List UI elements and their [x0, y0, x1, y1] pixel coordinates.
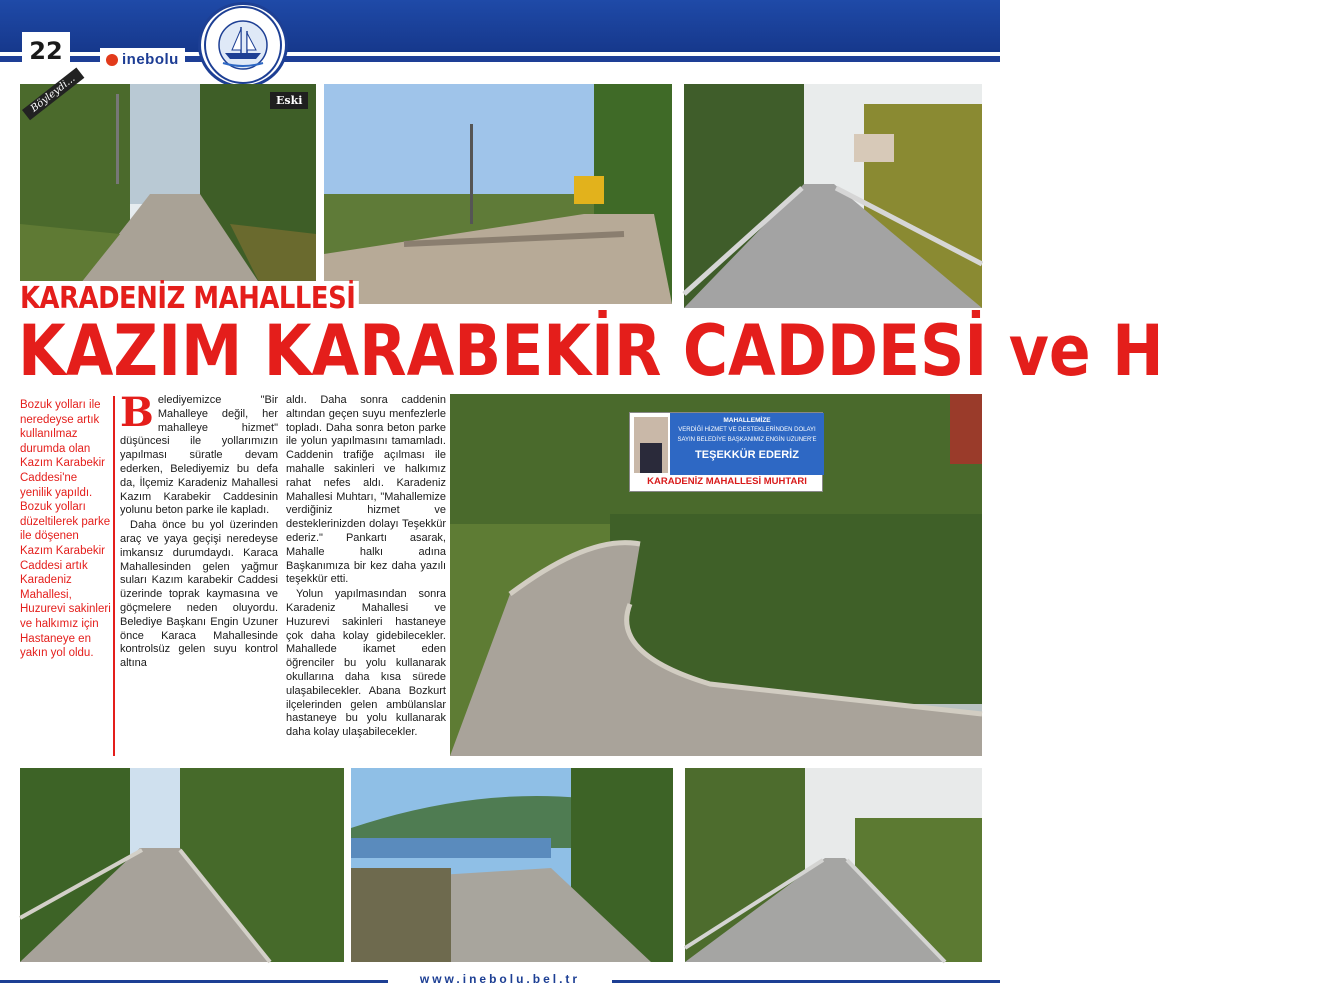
sidebar-rule [113, 396, 115, 756]
headline-kicker: KARADENİZ MAHALLESİ [20, 281, 359, 316]
footer-rule-right [612, 980, 1000, 983]
banner-line-2: VERDİĞİ HİZMET VE DESTEKLERİNDEN DOLAYI [678, 427, 816, 433]
page-number: 22 [22, 32, 70, 70]
footer-url[interactable]: www.inebolu.bel.tr [419, 972, 581, 986]
banner-line-3: SAYIN BELEDİYE BAŞKANIMIZ ENGİN UZUNER'E [677, 437, 817, 443]
article-column-2 [286, 394, 446, 741]
headline-main [18, 310, 1164, 392]
ship-seal-icon [201, 5, 285, 85]
thank-you-banner [629, 412, 823, 492]
headline-main-text: KAZIM KARABEKİR CADDESİ ve H [18, 310, 1164, 392]
brand-name: inebolu [122, 51, 179, 68]
banner-thanks: TEŞEKKÜR EDERİZ [695, 449, 799, 461]
photo-road-bottom-left [20, 768, 344, 962]
photo-road-bottom-center [351, 768, 673, 962]
article-paragraph: Daha önce bu yol üzerinden araç ve yaya geçişi neredeyse imkansız durumdaydı. Karaca Mahallesinden gelen yağmur suları Kazım karabekir Caddesi üzerinde toprak kaymasına ve göçmelere neden oluyordu. Belediye Başkanı Engin Uzuner önce Karaca Mahallesinde kontrolsüz gelen suyu kontrol altına [120, 519, 278, 670]
photo-construction [324, 84, 672, 304]
article-paragraph: Yolun yapılmasından sonra Karadeniz Mahallesi ve Huzurevi sakinleri hastaneye çok daha kolay gidebilecekler. Mahallede ikamet eden öğrenciler bu yolu kullanarak okullarına daha kısa sürede ulaşabilecekler. Abana Bozkurt ilçelerinden gelen ambülanslar hastaneye bu yolu kullanarak daha kolay ulaşabilecekler. [286, 588, 446, 739]
photo-new-road-top [684, 84, 982, 308]
header-blue-bar [0, 0, 1000, 52]
article-paragraph: aldı. Daha sonra caddenin altından geçen suyu menfezlerle topladı. Daha sonra beton parke ile yolun yapılmasını tamamladı. Caddenin trafiğe açılması ile mahalle sakinleri ve halkımız rahat nefes aldı. Karadeniz Mahallesi Muhtarı, "Mahallemize verdiğiniz hizmet ve desteklerinizden dolayı Teşekkür ederiz." Pankartı asarak, Mahalle halkı adına Başkanımıza bir kez daha yazılı teşekkür etti. [286, 394, 446, 586]
drop-cap: B [120, 389, 154, 436]
banner-portrait [634, 417, 668, 473]
brand-logo [100, 48, 185, 72]
old-tag: Eski [270, 92, 308, 109]
before-tag: Böyleydi... [22, 68, 84, 121]
municipality-seal [198, 2, 288, 88]
brand-dot-icon [106, 54, 118, 66]
sidebar-summary: Bozuk yolları ile neredeyse artık kullanılmaz durumda olan Kazım Karabekir Caddesi'ne yenilik yapıldı. Bozuk yolları düzeltilerek parke ile döşenen Kazım Karabekir Caddesi artık Karadeniz Mahallesi, Huzurevi sakinleri ve halkımız için Hastaneye en yakın yol oldu. [20, 399, 111, 660]
photo-before-road [20, 84, 316, 284]
article-column-1 [120, 389, 278, 672]
photo-road-bottom-right [685, 768, 982, 962]
banner-line-1: MAHALLEMİZE [723, 417, 771, 424]
footer-rule-left [0, 980, 388, 983]
banner-signature: KARADENİZ MAHALLESİ MUHTARI [647, 476, 807, 487]
article-paragraph: elediyemizce "Bir Mahalleye değil, her mahalleye hizmet" düşüncesi ile yollarımızın yapılması süratle devam ederken, Belediyemiz bu defa da, İlçemiz Karadeniz Mahallesi Kazım Karabekir Caddesinin yolunu beton parke ile kapladı. [120, 394, 278, 517]
